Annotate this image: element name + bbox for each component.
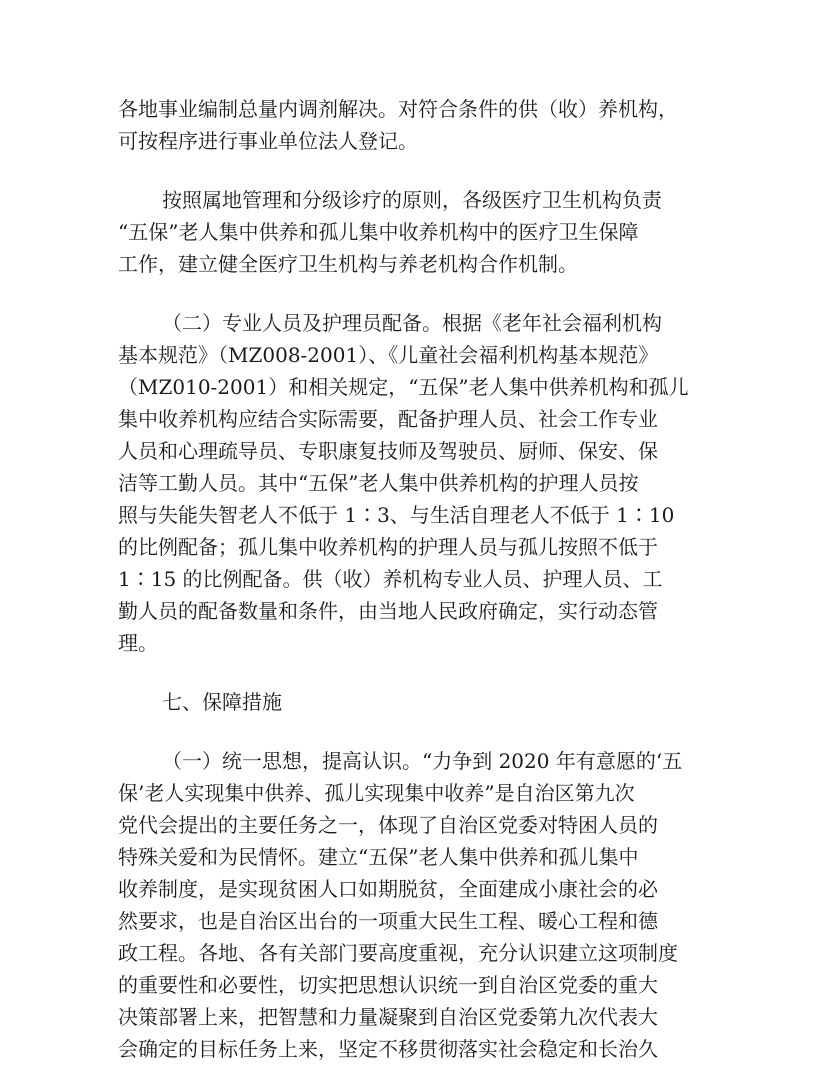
- section-heading-text: 七、保障措施: [162, 690, 282, 714]
- text-line: 基本规范》（MZ008-2001）、《儿童社会福利机构基本规范》: [118, 343, 659, 367]
- paragraph-professional-staff: [118, 307, 698, 659]
- text-line: 勤人员的配备数量和条件，由当地人民政府确定，实行动态管: [118, 599, 658, 623]
- text-line: 照与失能失智老人不低于 1∶3、与生活自理老人不低于 1∶10: [118, 503, 675, 527]
- text-line: 按照属地管理和分级诊疗的原则，各级医疗卫生机构负责: [162, 188, 662, 212]
- text-line: 1∶15 的比例配备。供（收）养机构专业人员、护理人员、工: [118, 567, 663, 591]
- text-line: 人员和心理疏导员、专职康复技师及驾驶员、厨师、保安、保: [118, 439, 658, 463]
- paragraph-gap: [118, 280, 698, 307]
- text-line: 收养制度，是实现贫困人口如期脱贫，全面建成小康社会的必: [118, 877, 658, 901]
- paragraph-unify-thinking: [118, 745, 698, 1065]
- section-heading: [118, 686, 698, 718]
- text-line: 保’老人实现集中供养、孤儿实现集中收养”是自治区第九次: [118, 781, 635, 805]
- text-line: 各地事业编制总量内调剂解决。对符合条件的供（收）养机构，: [118, 97, 678, 121]
- text-line: 党代会提出的主要任务之一，体现了自治区党委对特困人员的: [118, 813, 658, 837]
- text-line: “五保”老人集中供养和孤儿集中收养机构中的医疗卫生保障: [118, 220, 639, 244]
- text-line: 理。: [118, 631, 158, 655]
- text-line: 洁等工勤人员。其中“五保”老人集中供养机构的护理人员按: [118, 471, 639, 495]
- text-line: 的比例配备；孤儿集中收养机构的护理人员与孤儿按照不低于: [118, 535, 658, 559]
- text-line: 政工程。各地、各有关部门要高度重视，充分认识建立这项制度: [118, 941, 678, 965]
- text-line: （二）专业人员及护理员配备。根据《老年社会福利机构: [162, 311, 662, 335]
- paragraph-gap: [118, 659, 698, 686]
- paragraph-staffing-funding: [118, 93, 698, 157]
- text-line: （一）统一思想，提高认识。“力争到 2020 年有意愿的‘五: [162, 749, 683, 773]
- text-line: 工作，建立健全医疗卫生机构与养老机构合作机制。: [118, 252, 578, 276]
- text-line: 的重要性和必要性，切实把思想认识统一到自治区党委的重大: [118, 973, 658, 997]
- text-line: 然要求，也是自治区出台的一项重大民生工程、暖心工程和德: [118, 909, 658, 933]
- text-line: 可按程序进行事业单位法人登记。: [118, 129, 418, 153]
- paragraph-medical-care: [118, 184, 698, 280]
- text-line: 会确定的目标任务上来，坚定不移贯彻落实社会稳定和长治久: [118, 1037, 658, 1061]
- document-body: [118, 93, 698, 1065]
- text-line: 决策部署上来，把智慧和力量凝聚到自治区党委第九次代表大: [118, 1005, 658, 1029]
- text-line: 集中收养机构应结合实际需要，配备护理人员、社会工作专业: [118, 407, 658, 431]
- paragraph-gap: [118, 718, 698, 745]
- text-line: （MZ010-2001）和相关规定，“五保”老人集中供养机构和孤儿: [118, 375, 689, 399]
- paragraph-gap: [118, 157, 698, 184]
- text-line: 特殊关爱和为民情怀。建立“五保”老人集中供养和孤儿集中: [118, 845, 639, 869]
